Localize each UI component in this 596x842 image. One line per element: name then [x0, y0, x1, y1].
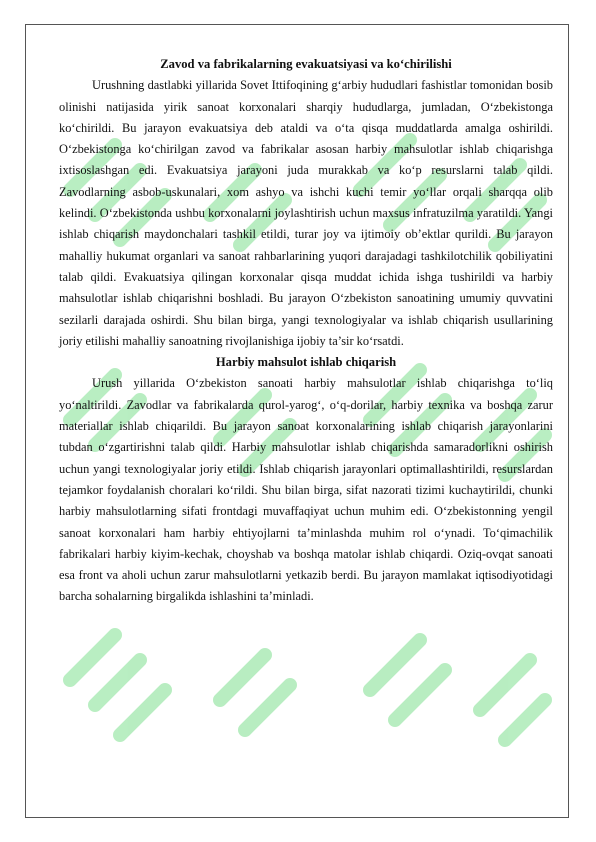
section-title-evacuation: Zavod va fabrikalarning evakuatsiyasi va ko‘chirilishi [160, 57, 452, 71]
paragraph-military-production: Urush yillarida O‘zbekiston sanoati harbiy mahsulotlar ishlab chiqarishga to‘liq yo‘naltirildi. Zavodlar va fabrikalarda qurol-yarog‘, o‘q-dorilar, harbiy texnika va boshqa zarur materiallar ishlab chiqarildi. Bu jarayon sanoat korxonalarining ishlab chiqarish jarayonlarini tubdan o‘zgartirishni talab qildi. Harbiy mahsulotlar ishlab chiqarishda samaradorlikni oshirish uchun yangi texnologiyalar joriy etildi. Ishlab chiqarish jarayonlari optimallashtirildi, resurslardan tejamkor foydalanish choralari ko‘rildi. Shu bilan birga, sifat nazorati tizimi kuchaytirildi, chunki harbiy mahsulotlarning sifati frontdagi muvaffaqiyat uchun muhim edi. O‘zbekistonning yengil sanoat korxonalari ham harbiy ehtiyojlarni ta’minlashda muhim rol o‘ynadi. To‘qimachilik fabrikalari harbiy kiyim-kechak, choyshab va boshqa matolar ishlab chiqardi. Oziq-ovqat sanoati esa front va aholi uchun zarur mahsulotlarni yetkazib berdi. Bu jarayon mamlakat iqtisodiyotidagi barcha sohalarning birgalikda ishlashini ta’minladi. [59, 376, 553, 604]
document-content [59, 54, 553, 608]
paragraph-evacuation: Urushning dastlabki yillarida Sovet Ittifoqining g‘arbiy hududlari fashistlar tomonidan bosib olinishi natijasida yirik sanoat korxonalari sharqiy hududlarga, jumladan, O‘zbekistonga ko‘chirildi. Bu jarayon evakuatsiya deb ataldi va o‘ta qisqa muddatlarda amalga oshirildi. O‘zbekistonga ko‘chirilgan zavod va fabrikalar asosan harbiy mahsulotlar ishlab chiqarishga ixtisoslashgan edi. Evakuatsiya jarayoni juda murakkab va ko‘p resurslarni talab qildi. Zavodlarning asbob-uskunalari, xom ashyo va ishchi kuchi temir yo‘llar orqali sharqqa olib kelindi. O‘zbekistonda ushbu korxonalarni joylashtirish uchun maxsus infratuzilma yaratildi. Yangi ishlab chiqarish maydonchalari tashkil etildi, turar joy va ijtimoiy ob’ektlar qurildi. Bu jarayon mahalliy hukumat organlari va sanoat rahbarlarining yuqori darajadagi tashkilotchilik qobiliyatini talab qildi. Evakuatsiya qilingan korxonalar qisqa muddat ichida ishga tushirildi va harbiy mahsulotlar ishlab chiqarishni boshladi. Bu jarayon O‘zbekiston sanoatining umumiy quvvatini sezilarli darajada oshirdi. Shu bilan birga, yangi texnologiyalar va ishlab chiqarish usullarining joriy etilishi mahalliy sanoatning rivojlanishiga ijobiy ta’sir ko‘rsatdi. [59, 78, 553, 348]
section-title-military-production: Harbiy mahsulot ishlab chiqarish [215, 355, 397, 370]
